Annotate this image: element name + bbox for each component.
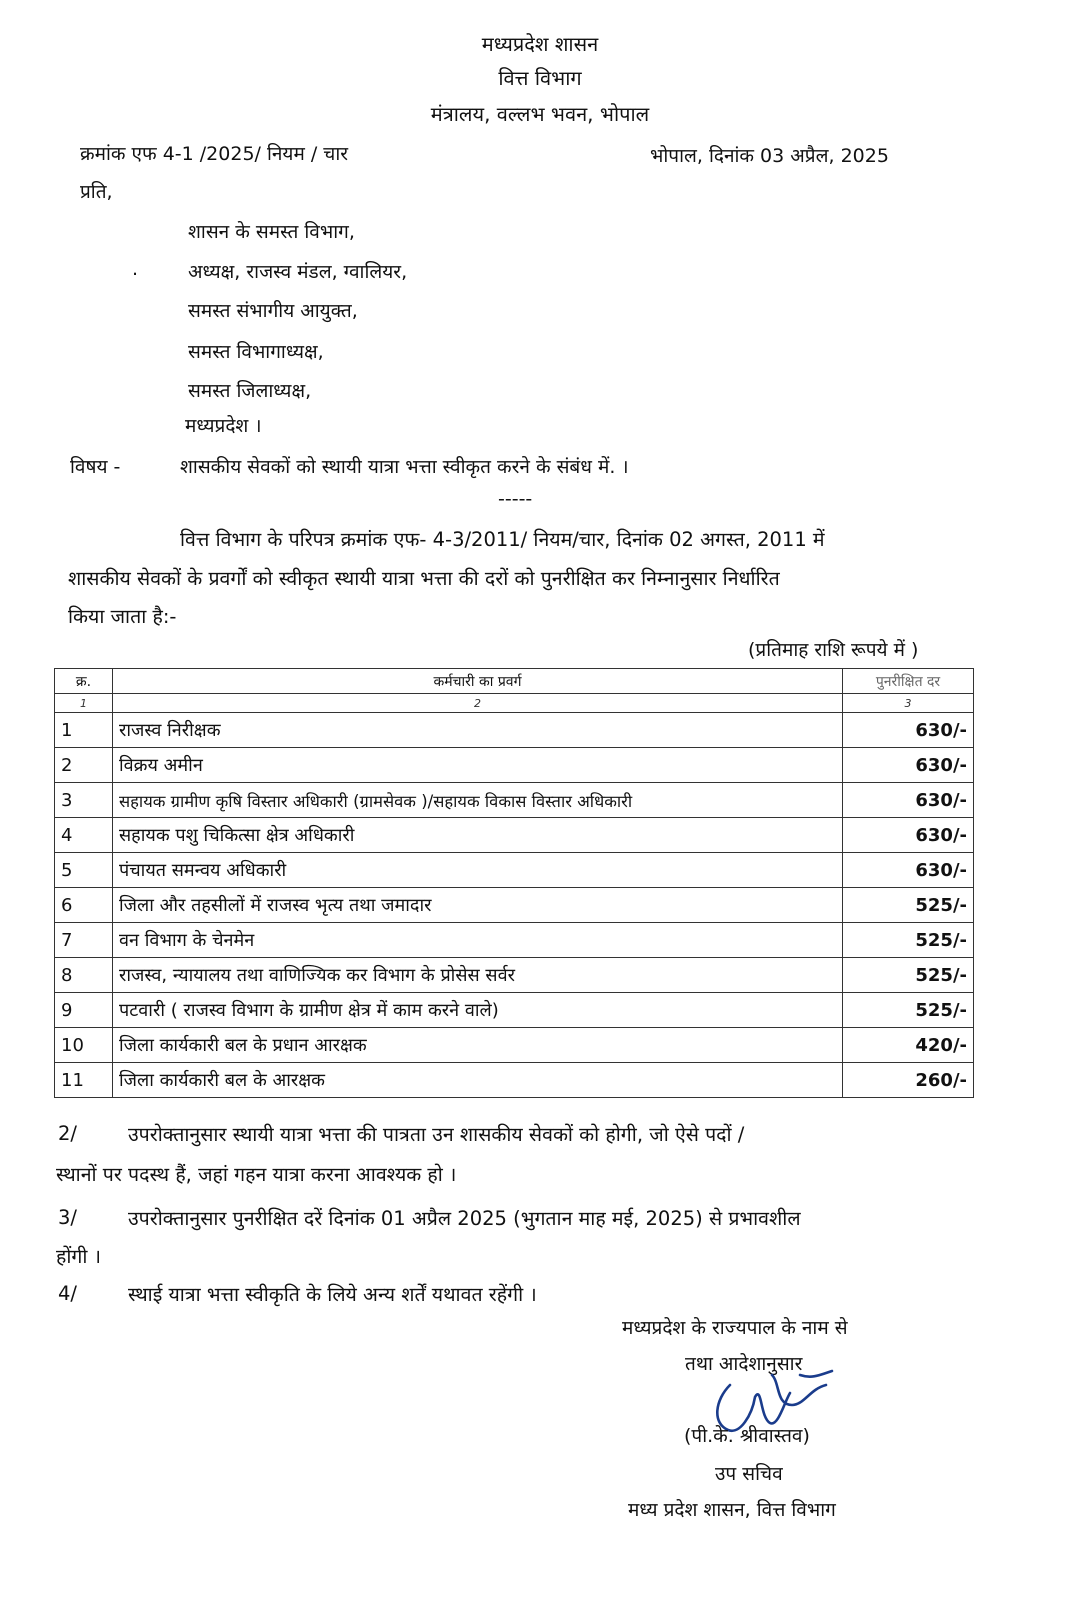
- row-rate: 630/-: [843, 853, 974, 888]
- signatory-office: मध्य प्रदेश शासन, वित्त विभाग: [628, 1499, 836, 1521]
- para-2-line-1: उपरोक्तानुसार स्थायी यात्रा भत्ता की पात्रता उन शासकीय सेवकों को होगी, जो ऐसे पदों /: [128, 1123, 745, 1146]
- row-rate: 525/-: [843, 993, 974, 1028]
- index-cell: 1: [55, 694, 113, 713]
- row-rate: 420/-: [843, 1028, 974, 1063]
- row-category: वन विभाग के चेनमेन: [113, 923, 843, 958]
- recipient-2: अध्यक्ष, राजस्व मंडल, ग्वालियर,: [188, 261, 408, 283]
- to-label: प्रति,: [80, 181, 113, 203]
- table-row: [55, 853, 974, 888]
- col-header-serial: क्र.: [55, 669, 113, 694]
- table-row: [55, 1063, 974, 1098]
- row-number: 6: [55, 888, 113, 923]
- table-row: [55, 958, 974, 993]
- row-category: सहायक पशु चिकित्सा क्षेत्र अधिकारी: [113, 818, 843, 853]
- unit-note: (प्रतिमाह राशि रूपये में ): [748, 639, 919, 661]
- subject-separator: -----: [498, 488, 533, 510]
- row-rate: 260/-: [843, 1063, 974, 1098]
- row-number: 1: [55, 713, 113, 748]
- index-cell: 3: [843, 694, 974, 713]
- header-line-2: वित्त विभाग: [498, 66, 582, 90]
- header-line-1: मध्यप्रदेश शासन: [481, 32, 599, 56]
- row-rate: 525/-: [843, 923, 974, 958]
- rates-table: [54, 668, 974, 1098]
- para-3-number: 3/: [58, 1206, 77, 1229]
- table-index-row: [55, 694, 974, 713]
- row-rate: 525/-: [843, 958, 974, 993]
- signatory-designation: उप सचिव: [715, 1463, 783, 1485]
- recipient-4: समस्त विभागाध्यक्ष,: [188, 341, 324, 363]
- row-rate: 630/-: [843, 748, 974, 783]
- row-category: जिला और तहसीलों में राजस्व भृत्य तथा जमादार: [113, 888, 843, 923]
- row-number: 9: [55, 993, 113, 1028]
- signature-order-line: तथा आदेशानुसार: [685, 1353, 803, 1375]
- place-date: भोपाल, दिनांक 03 अप्रैल, 2025: [650, 145, 889, 167]
- para-4-line-1: स्थाई यात्रा भत्ता स्वीकृति के लिये अन्य शर्तें यथावत रहेंगी ।: [128, 1283, 537, 1306]
- subject-label: विषय -: [70, 456, 121, 478]
- row-number: 10: [55, 1028, 113, 1063]
- row-number: 3: [55, 783, 113, 818]
- row-category: राजस्व निरीक्षक: [113, 713, 843, 748]
- index-cell: 2: [113, 694, 843, 713]
- row-category: जिला कार्यकारी बल के आरक्षक: [113, 1063, 843, 1098]
- recipient-1: शासन के समस्त विभाग,: [188, 221, 355, 243]
- table-row: [55, 713, 974, 748]
- table-row: [55, 923, 974, 958]
- intro-line-1: वित्त विभाग के परिपत्र क्रमांक एफ- 4-3/2011/ नियम/चार, दिनांक 02 अगस्त, 2011 में: [180, 528, 825, 551]
- row-category: सहायक ग्रामीण कृषि विस्तार अधिकारी (ग्रामसेवक )/सहायक विकास विस्तार अधिकारी: [113, 783, 843, 818]
- col-header-category: कर्मचारी का प्रवर्ग: [113, 669, 843, 694]
- para-2-number: 2/: [58, 1122, 77, 1145]
- table-row: [55, 888, 974, 923]
- para-4-number: 4/: [58, 1282, 77, 1305]
- row-number: 2: [55, 748, 113, 783]
- row-rate: 525/-: [843, 888, 974, 923]
- para-2-line-2: स्थानों पर पदस्थ हैं, जहां गहन यात्रा करना आवश्यक हो ।: [56, 1163, 457, 1186]
- table-row: [55, 993, 974, 1028]
- row-number: 11: [55, 1063, 113, 1098]
- table-row: [55, 783, 974, 818]
- row-number: 8: [55, 958, 113, 993]
- reference-number: क्रमांक एफ 4-1 /2025/ नियम / चार: [80, 143, 349, 165]
- signatory-name: (पी.के. श्रीवास्तव): [684, 1425, 810, 1447]
- bullet-dot: .: [132, 258, 139, 280]
- table-row: [55, 748, 974, 783]
- table-row: [55, 818, 974, 853]
- recipient-5: समस्त जिलाध्यक्ष,: [188, 380, 312, 402]
- header-line-3: मंत्रालय, वल्लभ भवन, भोपाल: [430, 102, 650, 126]
- recipient-6: मध्यप्रदेश ।: [185, 415, 262, 437]
- row-rate: 630/-: [843, 818, 974, 853]
- intro-line-3: किया जाता है:-: [68, 605, 177, 628]
- row-category: पंचायत समन्वय अधिकारी: [113, 853, 843, 888]
- row-category: विक्रय अमीन: [113, 748, 843, 783]
- row-category: पटवारी ( राजस्व विभाग के ग्रामीण क्षेत्र में काम करने वाले): [113, 993, 843, 1028]
- para-3-line-2: होंगी ।: [56, 1245, 102, 1268]
- row-number: 7: [55, 923, 113, 958]
- subject-text: शासकीय सेवकों को स्थायी यात्रा भत्ता स्वीकृत करने के संबंध में. ।: [180, 456, 629, 478]
- row-rate: 630/-: [843, 783, 974, 818]
- row-category: जिला कार्यकारी बल के प्रधान आरक्षक: [113, 1028, 843, 1063]
- intro-line-2: शासकीय सेवकों के प्रवर्गों को स्वीकृत स्थायी यात्रा भत्ता की दरों को पुनरीक्षित कर निम्नानुसार निर्धारित: [68, 567, 780, 590]
- row-category: राजस्व, न्यायालय तथा वाणिज्यिक कर विभाग के प्रोसेस सर्वर: [113, 958, 843, 993]
- recipient-3: समस्त संभागीय आयुक्त,: [188, 300, 358, 322]
- row-number: 4: [55, 818, 113, 853]
- row-number: 5: [55, 853, 113, 888]
- row-rate: 630/-: [843, 713, 974, 748]
- col-header-rate: पुनरीक्षित दर: [843, 669, 974, 694]
- table-header-row: [55, 669, 974, 694]
- table-row: [55, 1028, 974, 1063]
- para-3-line-1: उपरोक्तानुसार पुनरीक्षित दरें दिनांक 01 अप्रैल 2025 (भुगतान माह मई, 2025) से प्रभावशील: [128, 1207, 801, 1230]
- signature-authority-line: मध्यप्रदेश के राज्यपाल के नाम से: [622, 1317, 848, 1339]
